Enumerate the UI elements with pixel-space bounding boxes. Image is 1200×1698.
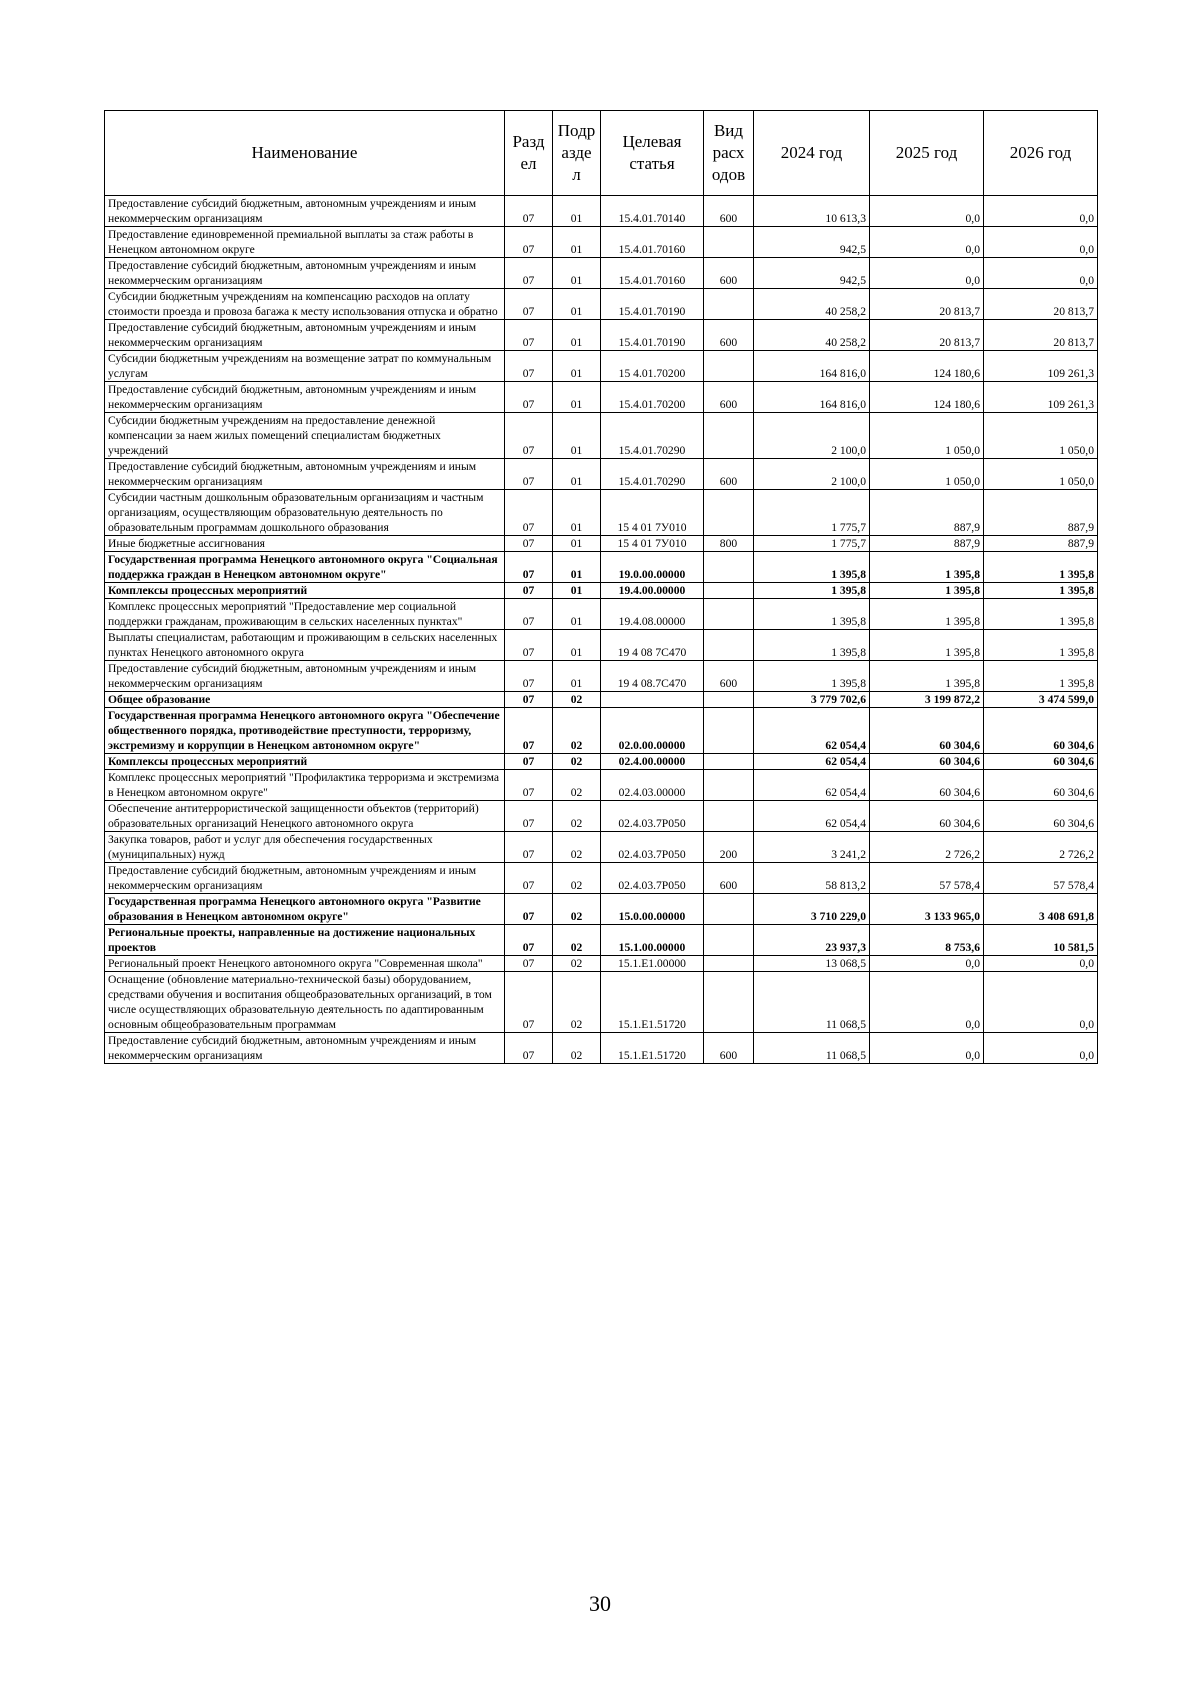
row-2025: 0,0 (870, 972, 984, 1033)
row-2024: 3 710 229,0 (754, 894, 870, 925)
row-section: 07 (505, 692, 553, 708)
row-2026: 1 395,8 (984, 599, 1098, 630)
row-subsection: 02 (553, 925, 601, 956)
row-subsection: 01 (553, 382, 601, 413)
row-2026: 20 813,7 (984, 320, 1098, 351)
row-expense-type (704, 894, 754, 925)
row-2025: 3 133 965,0 (870, 894, 984, 925)
row-2026: 57 578,4 (984, 863, 1098, 894)
table-row (105, 599, 1098, 630)
row-name: Предоставление субсидий бюджетным, автономным учреждениям и иным некоммерческим организациям (105, 459, 505, 490)
budget-sheet (104, 110, 1097, 1064)
row-subsection: 01 (553, 227, 601, 258)
row-subsection: 01 (553, 351, 601, 382)
row-expense-type: 600 (704, 258, 754, 289)
row-target: 15.1.E1.00000 (601, 956, 704, 972)
row-2024: 11 068,5 (754, 972, 870, 1033)
row-target: 15.4.01.70190 (601, 320, 704, 351)
table-row (105, 583, 1098, 599)
row-section: 07 (505, 382, 553, 413)
row-section: 07 (505, 413, 553, 459)
budget-table (104, 110, 1098, 1064)
row-subsection: 02 (553, 1033, 601, 1064)
row-section: 07 (505, 1033, 553, 1064)
row-name: Комплекс процессных мероприятий "Предоставление мер социальной поддержки гражданам, проживающим в сельских населенных пунктах" (105, 599, 505, 630)
row-expense-type (704, 972, 754, 1033)
row-target: 15.1.E1.51720 (601, 972, 704, 1033)
row-section: 07 (505, 754, 553, 770)
row-section: 07 (505, 661, 553, 692)
row-2026: 1 050,0 (984, 459, 1098, 490)
table-row (105, 552, 1098, 583)
row-name: Комплексы процессных мероприятий (105, 754, 505, 770)
row-section: 07 (505, 351, 553, 382)
row-2024: 58 813,2 (754, 863, 870, 894)
row-2024: 62 054,4 (754, 801, 870, 832)
row-section: 07 (505, 583, 553, 599)
row-target: 15.1.E1.51720 (601, 1033, 704, 1064)
row-target: 02.0.00.00000 (601, 708, 704, 754)
row-2025: 3 199 872,2 (870, 692, 984, 708)
row-name: Закупка товаров, работ и услуг для обеспечения государственных (муниципальных) нужд (105, 832, 505, 863)
row-section: 07 (505, 258, 553, 289)
row-subsection: 02 (553, 801, 601, 832)
row-2024: 1 395,8 (754, 661, 870, 692)
row-subsection: 01 (553, 258, 601, 289)
row-name: Региональные проекты, направленные на достижение национальных проектов (105, 925, 505, 956)
row-section: 07 (505, 459, 553, 490)
row-2026: 0,0 (984, 956, 1098, 972)
row-name: Комплекс процессных мероприятий "Профилактика терроризма и экстремизма в Ненецком автономном округе" (105, 770, 505, 801)
row-expense-type: 200 (704, 832, 754, 863)
row-2024: 1 395,8 (754, 599, 870, 630)
row-expense-type (704, 692, 754, 708)
row-section: 07 (505, 832, 553, 863)
row-subsection: 02 (553, 972, 601, 1033)
row-expense-type (704, 956, 754, 972)
header-subsection: Подр азде л (553, 111, 601, 196)
row-name: Региональный проект Ненецкого автономного округа "Современная школа" (105, 956, 505, 972)
table-row (105, 630, 1098, 661)
row-section: 07 (505, 863, 553, 894)
row-2025: 20 813,7 (870, 320, 984, 351)
row-2026: 10 581,5 (984, 925, 1098, 956)
row-2024: 2 100,0 (754, 459, 870, 490)
row-target: 19 4 08.7С470 (601, 661, 704, 692)
row-subsection: 01 (553, 536, 601, 552)
row-expense-type: 600 (704, 661, 754, 692)
row-2025: 1 395,8 (870, 630, 984, 661)
row-2026: 887,9 (984, 536, 1098, 552)
row-2025: 124 180,6 (870, 351, 984, 382)
row-2024: 13 068,5 (754, 956, 870, 972)
row-expense-type: 600 (704, 196, 754, 227)
header-expense-type: Вид расх одов (704, 111, 754, 196)
row-subsection: 01 (553, 661, 601, 692)
row-subsection: 01 (553, 413, 601, 459)
row-2025: 60 304,6 (870, 754, 984, 770)
row-2026: 60 304,6 (984, 801, 1098, 832)
row-expense-type (704, 289, 754, 320)
row-section: 07 (505, 227, 553, 258)
header-2026: 2026 год (984, 111, 1098, 196)
row-target: 15.4.01.70160 (601, 258, 704, 289)
row-2026: 60 304,6 (984, 754, 1098, 770)
row-2026: 20 813,7 (984, 289, 1098, 320)
table-row (105, 382, 1098, 413)
row-subsection: 02 (553, 832, 601, 863)
row-target: 15 4 01 7У010 (601, 490, 704, 536)
row-section: 07 (505, 972, 553, 1033)
row-target: 19 4 08 7С470 (601, 630, 704, 661)
row-2025: 0,0 (870, 258, 984, 289)
row-2025: 1 395,8 (870, 599, 984, 630)
table-row (105, 413, 1098, 459)
row-2025: 1 050,0 (870, 459, 984, 490)
table-row (105, 801, 1098, 832)
row-name: Субсидии бюджетным учреждениям на компенсацию расходов на оплату стоимости проезда и провоза багажа к месту использования отпуска и обратно (105, 289, 505, 320)
row-2024: 23 937,3 (754, 925, 870, 956)
table-row (105, 196, 1098, 227)
row-name: Субсидии бюджетным учреждениям на возмещение затрат по коммунальным услугам (105, 351, 505, 382)
row-section: 07 (505, 490, 553, 536)
header-name: Наименование (105, 111, 505, 196)
header-section: Разд ел (505, 111, 553, 196)
row-expense-type (704, 708, 754, 754)
row-2024: 11 068,5 (754, 1033, 870, 1064)
row-2026: 3 408 691,8 (984, 894, 1098, 925)
row-subsection: 01 (553, 583, 601, 599)
row-subsection: 01 (553, 599, 601, 630)
row-2024: 1 395,8 (754, 552, 870, 583)
row-2026: 60 304,6 (984, 708, 1098, 754)
row-section: 07 (505, 708, 553, 754)
row-name: Государственная программа Ненецкого автономного округа "Обеспечение общественного порядка, противодействие преступности, терроризму, экстремизму и коррупции в Ненецком автономном округе" (105, 708, 505, 754)
row-subsection: 02 (553, 708, 601, 754)
row-2025: 60 304,6 (870, 801, 984, 832)
row-expense-type: 600 (704, 863, 754, 894)
row-2026: 0,0 (984, 196, 1098, 227)
table-header-row (105, 111, 1098, 196)
row-subsection: 01 (553, 630, 601, 661)
row-target: 15.4.01.70140 (601, 196, 704, 227)
row-expense-type (704, 754, 754, 770)
row-section: 07 (505, 552, 553, 583)
row-subsection: 01 (553, 289, 601, 320)
row-target: 02.4.03.7Р050 (601, 801, 704, 832)
row-2025: 1 395,8 (870, 552, 984, 583)
row-name: Субсидии частным дошкольным образовательным организациям и частным организациям, осуществляющим образовательную деятельность по образовательным программам дошкольного образования (105, 490, 505, 536)
row-2025: 887,9 (870, 490, 984, 536)
row-section: 07 (505, 320, 553, 351)
row-2025: 0,0 (870, 956, 984, 972)
row-subsection: 01 (553, 320, 601, 351)
row-subsection: 01 (553, 459, 601, 490)
row-name: Государственная программа Ненецкого автономного округа "Социальная поддержка граждан в Ненецком автономном округе" (105, 552, 505, 583)
table-row (105, 832, 1098, 863)
row-expense-type (704, 227, 754, 258)
row-2025: 1 395,8 (870, 583, 984, 599)
table-row (105, 661, 1098, 692)
row-name: Государственная программа Ненецкого автономного округа "Развитие образования в Ненецком автономном округе" (105, 894, 505, 925)
row-2026: 109 261,3 (984, 351, 1098, 382)
table-row (105, 894, 1098, 925)
table-row (105, 227, 1098, 258)
table-row (105, 925, 1098, 956)
row-name: Предоставление субсидий бюджетным, автономным учреждениям и иным некоммерческим организациям (105, 661, 505, 692)
row-2024: 3 779 702,6 (754, 692, 870, 708)
row-expense-type (704, 552, 754, 583)
row-subsection: 02 (553, 956, 601, 972)
row-2024: 10 613,3 (754, 196, 870, 227)
row-name: Предоставление субсидий бюджетным, автономным учреждениям и иным некоммерческим организациям (105, 863, 505, 894)
table-row (105, 289, 1098, 320)
row-2025: 57 578,4 (870, 863, 984, 894)
page-number: 30 (589, 1591, 611, 1616)
row-target: 15.4.01.70290 (601, 413, 704, 459)
row-expense-type: 600 (704, 382, 754, 413)
header-target: Целевая статья (601, 111, 704, 196)
row-name: Предоставление субсидий бюджетным, автономным учреждениям и иным некоммерческим организациям (105, 382, 505, 413)
row-target (601, 692, 704, 708)
table-row (105, 956, 1098, 972)
table-row (105, 754, 1098, 770)
row-2026: 1 050,0 (984, 413, 1098, 459)
row-section: 07 (505, 536, 553, 552)
row-2026: 0,0 (984, 1033, 1098, 1064)
row-expense-type (704, 490, 754, 536)
table-row (105, 708, 1098, 754)
table-row (105, 258, 1098, 289)
row-2024: 164 816,0 (754, 351, 870, 382)
row-2024: 62 054,4 (754, 770, 870, 801)
table-row (105, 863, 1098, 894)
row-target: 02.4.00.00000 (601, 754, 704, 770)
row-section: 07 (505, 894, 553, 925)
row-name: Выплаты специалистам, работающим и проживающим в сельских населенных пунктах Ненецкого автономного округа (105, 630, 505, 661)
row-target: 15.0.00.00000 (601, 894, 704, 925)
table-row (105, 1033, 1098, 1064)
row-2026: 1 395,8 (984, 552, 1098, 583)
row-section: 07 (505, 925, 553, 956)
row-2025: 20 813,7 (870, 289, 984, 320)
header-2025: 2025 год (870, 111, 984, 196)
row-2025: 0,0 (870, 1033, 984, 1064)
row-2026: 1 395,8 (984, 630, 1098, 661)
row-2025: 2 726,2 (870, 832, 984, 863)
row-name: Предоставление единовременной премиальной выплаты за стаж работы в Ненецком автономном округе (105, 227, 505, 258)
row-expense-type (704, 770, 754, 801)
row-2025: 0,0 (870, 227, 984, 258)
row-section: 07 (505, 801, 553, 832)
row-expense-type (704, 351, 754, 382)
table-row (105, 972, 1098, 1033)
row-name: Предоставление субсидий бюджетным, автономным учреждениям и иным некоммерческим организациям (105, 258, 505, 289)
table-row (105, 459, 1098, 490)
row-target: 15 4.01.70200 (601, 351, 704, 382)
row-2026: 60 304,6 (984, 770, 1098, 801)
row-subsection: 01 (553, 552, 601, 583)
row-target: 15 4 01 7У010 (601, 536, 704, 552)
row-2024: 2 100,0 (754, 413, 870, 459)
row-expense-type (704, 925, 754, 956)
row-section: 07 (505, 770, 553, 801)
row-target: 15.4.01.70290 (601, 459, 704, 490)
row-2024: 1 395,8 (754, 630, 870, 661)
row-2024: 1 775,7 (754, 536, 870, 552)
row-name: Обеспечение антитеррористической защищенности объектов (территорий) образовательных организаций Ненецкого автономного округа (105, 801, 505, 832)
row-2025: 8 753,6 (870, 925, 984, 956)
row-target: 02.4.03.7Р050 (601, 863, 704, 894)
table-row (105, 692, 1098, 708)
row-2024: 164 816,0 (754, 382, 870, 413)
row-2024: 3 241,2 (754, 832, 870, 863)
row-section: 07 (505, 289, 553, 320)
header-2024: 2024 год (754, 111, 870, 196)
row-2026: 109 261,3 (984, 382, 1098, 413)
row-2025: 124 180,6 (870, 382, 984, 413)
row-2025: 1 395,8 (870, 661, 984, 692)
row-expense-type (704, 630, 754, 661)
row-name: Субсидии бюджетным учреждениям на предоставление денежной компенсации за наем жилых помещений специалистам бюджетных учреждений (105, 413, 505, 459)
table-row (105, 536, 1098, 552)
row-subsection: 02 (553, 692, 601, 708)
row-subsection: 01 (553, 196, 601, 227)
row-expense-type (704, 599, 754, 630)
row-2025: 0,0 (870, 196, 984, 227)
row-section: 07 (505, 599, 553, 630)
row-target: 19.4.08.00000 (601, 599, 704, 630)
row-expense-type: 800 (704, 536, 754, 552)
row-target: 19.4.00.00000 (601, 583, 704, 599)
row-target: 15.4.01.70190 (601, 289, 704, 320)
table-row (105, 770, 1098, 801)
row-section: 07 (505, 196, 553, 227)
row-2024: 942,5 (754, 258, 870, 289)
row-2024: 942,5 (754, 227, 870, 258)
row-section: 07 (505, 956, 553, 972)
row-name: Иные бюджетные ассигнования (105, 536, 505, 552)
row-2026: 0,0 (984, 227, 1098, 258)
row-expense-type: 600 (704, 459, 754, 490)
row-target: 02.4.03.00000 (601, 770, 704, 801)
row-name: Комплексы процессных мероприятий (105, 583, 505, 599)
row-expense-type: 600 (704, 320, 754, 351)
row-target: 19.0.00.00000 (601, 552, 704, 583)
row-2026: 3 474 599,0 (984, 692, 1098, 708)
row-2024: 40 258,2 (754, 289, 870, 320)
row-expense-type: 600 (704, 1033, 754, 1064)
row-subsection: 02 (553, 894, 601, 925)
row-target: 15.4.01.70160 (601, 227, 704, 258)
row-name: Оснащение (обновление материально-технической базы) оборудованием, средствами обучения и воспитания общеобразовательных организаций, в том числе осуществляющих образовательную деятельность по адаптированным основным общеобразовательным программам (105, 972, 505, 1033)
table-row (105, 490, 1098, 536)
row-2026: 1 395,8 (984, 661, 1098, 692)
row-2026: 2 726,2 (984, 832, 1098, 863)
row-subsection: 01 (553, 490, 601, 536)
row-name: Общее образование (105, 692, 505, 708)
row-2025: 887,9 (870, 536, 984, 552)
row-subsection: 02 (553, 770, 601, 801)
row-2024: 1 775,7 (754, 490, 870, 536)
row-2024: 40 258,2 (754, 320, 870, 351)
row-subsection: 02 (553, 754, 601, 770)
row-name: Предоставление субсидий бюджетным, автономным учреждениям и иным некоммерческим организациям (105, 196, 505, 227)
row-2026: 1 395,8 (984, 583, 1098, 599)
row-2024: 62 054,4 (754, 708, 870, 754)
row-expense-type (704, 413, 754, 459)
row-2026: 0,0 (984, 972, 1098, 1033)
row-name: Предоставление субсидий бюджетным, автономным учреждениям и иным некоммерческим организациям (105, 320, 505, 351)
row-2025: 60 304,6 (870, 708, 984, 754)
row-target: 02.4.03.7Р050 (601, 832, 704, 863)
row-name: Предоставление субсидий бюджетным, автономным учреждениям и иным некоммерческим организациям (105, 1033, 505, 1064)
row-subsection: 02 (553, 863, 601, 894)
row-expense-type (704, 583, 754, 599)
table-row (105, 320, 1098, 351)
table-row (105, 351, 1098, 382)
row-target: 15.4.01.70200 (601, 382, 704, 413)
row-expense-type (704, 801, 754, 832)
table-body (105, 196, 1098, 1064)
row-2026: 0,0 (984, 258, 1098, 289)
row-2025: 1 050,0 (870, 413, 984, 459)
row-2026: 887,9 (984, 490, 1098, 536)
row-2024: 1 395,8 (754, 583, 870, 599)
row-section: 07 (505, 630, 553, 661)
row-2025: 60 304,6 (870, 770, 984, 801)
row-2024: 62 054,4 (754, 754, 870, 770)
row-target: 15.1.00.00000 (601, 925, 704, 956)
